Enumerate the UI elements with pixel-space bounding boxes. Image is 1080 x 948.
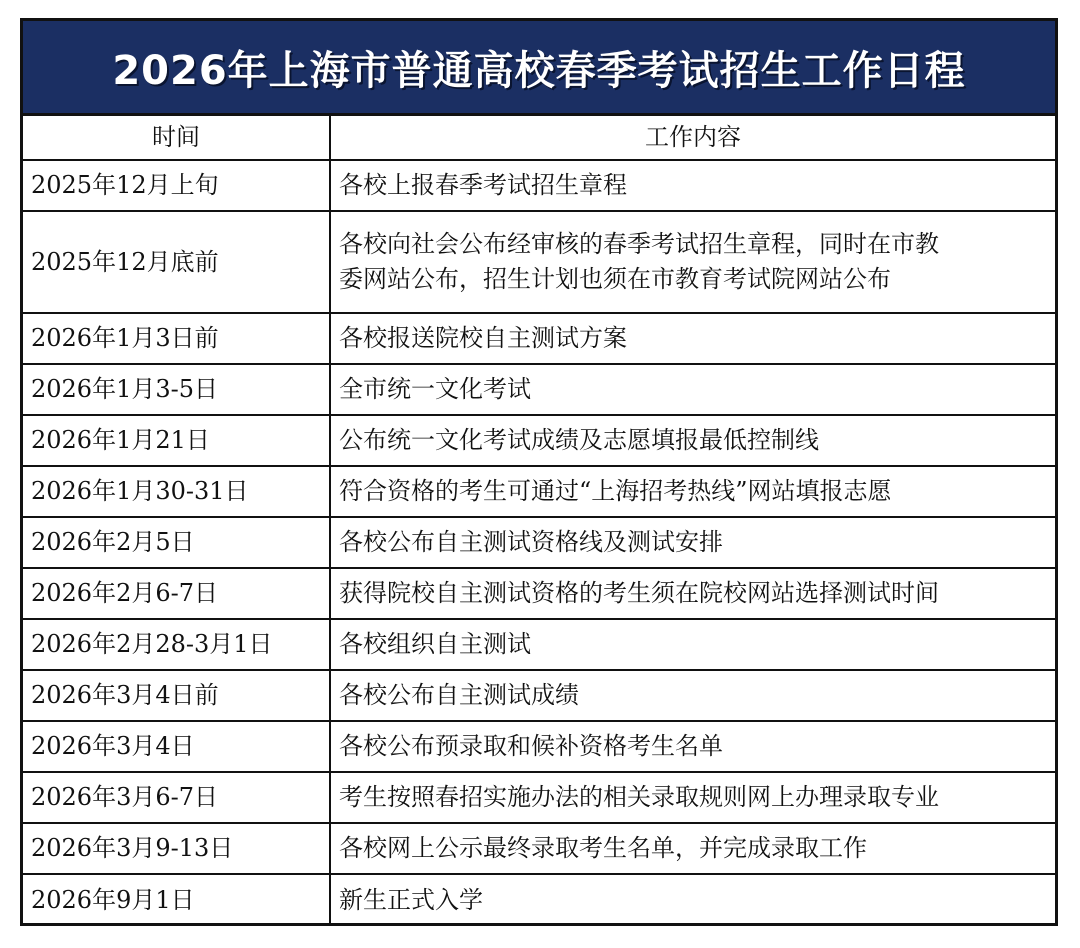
table-row — [23, 160, 1055, 211]
content-line: 新生正式入学 — [339, 885, 483, 914]
table-row — [23, 364, 1055, 415]
content-line: 各校报送院校自主测试方案 — [339, 324, 627, 353]
content-cell — [330, 313, 1055, 364]
content-cell — [330, 670, 1055, 721]
table-row — [23, 619, 1055, 670]
time-cell: 2026年2月28-3月1日 — [23, 619, 330, 670]
content-line: 各校公布自主测试成绩 — [339, 681, 579, 710]
content-cell — [330, 517, 1055, 568]
time-cell: 2026年2月5日 — [23, 517, 330, 568]
content-line: 各校公布自主测试资格线及测试安排 — [339, 528, 723, 557]
time-cell: 2026年1月30-31日 — [23, 466, 330, 517]
time-cell: 2026年9月1日 — [23, 874, 330, 925]
content-cell — [330, 874, 1055, 925]
table-row — [23, 415, 1055, 466]
content-line: 符合资格的考生可通过“上海招考热线”网站填报志愿 — [339, 477, 892, 506]
time-cell: 2026年3月6-7日 — [23, 772, 330, 823]
time-cell: 2026年3月4日 — [23, 721, 330, 772]
content-line: 各校公布预录取和候补资格考生名单 — [339, 732, 723, 761]
time-cell: 2026年3月9-13日 — [23, 823, 330, 874]
table-row — [23, 874, 1055, 925]
time-cell: 2026年1月3日前 — [23, 313, 330, 364]
schedule-table-body — [23, 160, 1055, 925]
content-cell — [330, 619, 1055, 670]
table-header-row — [23, 116, 1055, 160]
content-cell — [330, 466, 1055, 517]
content-line: 获得院校自主测试资格的考生须在院校网站选择测试时间 — [339, 579, 939, 608]
time-cell: 2026年3月4日前 — [23, 670, 330, 721]
table-row — [23, 772, 1055, 823]
table-row — [23, 823, 1055, 874]
header-content: 工作内容 — [330, 116, 1055, 160]
content-line: 委网站公布，招生计划也须在市教育考试院网站公布 — [339, 265, 891, 293]
content-cell — [330, 823, 1055, 874]
content-cell — [330, 364, 1055, 415]
time-cell: 2026年1月3-5日 — [23, 364, 330, 415]
header-time: 时间 — [23, 116, 330, 160]
content-cell — [330, 415, 1055, 466]
content-line: 公布统一文化考试成绩及志愿填报最低控制线 — [339, 426, 819, 455]
content-cell — [330, 721, 1055, 772]
content-cell — [330, 160, 1055, 211]
document-title: 2026年上海市普通高校春季考试招生工作日程 — [112, 47, 966, 94]
content-line: 全市统一文化考试 — [339, 375, 531, 404]
time-cell: 2026年2月6-7日 — [23, 568, 330, 619]
schedule-document — [20, 18, 1058, 926]
table-row — [23, 211, 1055, 313]
table-row — [23, 517, 1055, 568]
content-cell — [330, 568, 1055, 619]
time-cell: 2026年1月21日 — [23, 415, 330, 466]
table-row — [23, 670, 1055, 721]
content-line: 各校网上公示最终录取考生名单，并完成录取工作 — [339, 834, 867, 863]
content-line: 各校向社会公布经审核的春季考试招生章程，同时在市教 — [339, 230, 939, 259]
table-row — [23, 313, 1055, 364]
content-line: 各校组织自主测试 — [339, 630, 531, 659]
content-cell — [330, 211, 1055, 313]
content-line: 考生按照春招实施办法的相关录取规则网上办理录取专业 — [339, 783, 939, 812]
title-banner — [23, 21, 1055, 116]
time-cell: 2025年12月底前 — [23, 211, 330, 313]
table-row — [23, 721, 1055, 772]
time-cell: 2025年12月上旬 — [23, 160, 330, 211]
table-row — [23, 568, 1055, 619]
content-line: 各校上报春季考试招生章程 — [339, 171, 627, 200]
schedule-table — [23, 116, 1055, 925]
table-row — [23, 466, 1055, 517]
content-cell — [330, 772, 1055, 823]
